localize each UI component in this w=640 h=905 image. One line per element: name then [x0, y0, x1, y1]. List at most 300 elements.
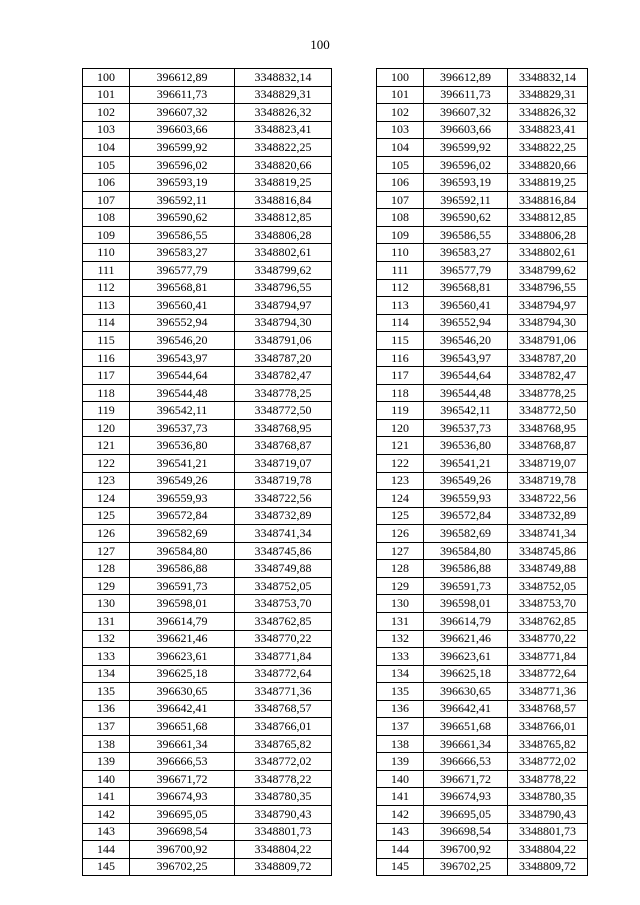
- table-row: [83, 507, 332, 525]
- point-number-cell: 127: [83, 542, 130, 560]
- point-number-cell: 136: [377, 700, 424, 718]
- y-coordinate-cell: 3348771,36: [508, 683, 588, 701]
- table-row: [377, 104, 588, 122]
- x-coordinate-cell: 396586,88: [130, 560, 235, 578]
- x-coordinate-cell: 396584,80: [130, 542, 235, 560]
- point-number-cell: 108: [377, 209, 424, 227]
- y-coordinate-cell: 3348741,34: [235, 525, 332, 543]
- table-row: [83, 823, 332, 841]
- point-number-cell: 143: [83, 823, 130, 841]
- x-coordinate-cell: 396543,97: [130, 349, 235, 367]
- y-coordinate-cell: 3348768,57: [235, 700, 332, 718]
- table-row: [377, 262, 588, 280]
- table-row: [83, 209, 332, 227]
- table-row: [83, 367, 332, 385]
- x-coordinate-cell: 396542,11: [130, 402, 235, 420]
- table-row: [83, 455, 332, 473]
- x-coordinate-cell: 396591,73: [424, 577, 508, 595]
- x-coordinate-cell: 396572,84: [424, 507, 508, 525]
- table-row: [377, 297, 588, 315]
- y-coordinate-cell: 3348753,70: [235, 595, 332, 613]
- point-number-cell: 139: [377, 753, 424, 771]
- y-coordinate-cell: 3348812,85: [508, 209, 588, 227]
- x-coordinate-cell: 396541,21: [130, 455, 235, 473]
- x-coordinate-cell: 396612,89: [424, 69, 508, 87]
- y-coordinate-cell: 3348722,56: [508, 490, 588, 508]
- table-row: [377, 86, 588, 104]
- y-coordinate-cell: 3348772,64: [235, 665, 332, 683]
- table-row: [83, 612, 332, 630]
- table-row: [377, 612, 588, 630]
- coordinates-table-left: [82, 68, 332, 876]
- point-number-cell: 142: [377, 805, 424, 823]
- x-coordinate-cell: 396674,93: [130, 788, 235, 806]
- y-coordinate-cell: 3348719,78: [508, 472, 588, 490]
- y-coordinate-cell: 3348816,84: [508, 191, 588, 209]
- point-number-cell: 114: [377, 314, 424, 332]
- y-coordinate-cell: 3348809,72: [235, 858, 332, 876]
- y-coordinate-cell: 3348806,28: [235, 226, 332, 244]
- x-coordinate-cell: 396666,53: [130, 753, 235, 771]
- point-number-cell: 132: [377, 630, 424, 648]
- point-number-cell: 144: [83, 841, 130, 859]
- y-coordinate-cell: 3348766,01: [508, 718, 588, 736]
- point-number-cell: 121: [377, 437, 424, 455]
- x-coordinate-cell: 396590,62: [424, 209, 508, 227]
- x-coordinate-cell: 396590,62: [130, 209, 235, 227]
- point-number-cell: 105: [377, 156, 424, 174]
- x-coordinate-cell: 396572,84: [130, 507, 235, 525]
- y-coordinate-cell: 3348753,70: [508, 595, 588, 613]
- point-number-cell: 120: [83, 419, 130, 437]
- point-number-cell: 137: [83, 718, 130, 736]
- x-coordinate-cell: 396611,73: [424, 86, 508, 104]
- point-number-cell: 107: [377, 191, 424, 209]
- point-number-cell: 107: [83, 191, 130, 209]
- table-row: [83, 472, 332, 490]
- table-row: [377, 472, 588, 490]
- y-coordinate-cell: 3348794,30: [508, 314, 588, 332]
- point-number-cell: 134: [83, 665, 130, 683]
- x-coordinate-cell: 396702,25: [424, 858, 508, 876]
- point-number-cell: 101: [377, 86, 424, 104]
- x-coordinate-cell: 396586,55: [424, 226, 508, 244]
- point-number-cell: 140: [377, 770, 424, 788]
- x-coordinate-cell: 396702,25: [130, 858, 235, 876]
- point-number-cell: 112: [83, 279, 130, 297]
- y-coordinate-cell: 3348829,31: [235, 86, 332, 104]
- table-row: [377, 384, 588, 402]
- table-row: [377, 367, 588, 385]
- x-coordinate-cell: 396674,93: [424, 788, 508, 806]
- table-row: [83, 630, 332, 648]
- table-row: [377, 156, 588, 174]
- point-number-cell: 133: [83, 648, 130, 666]
- table-row: [377, 595, 588, 613]
- y-coordinate-cell: 3348752,05: [235, 577, 332, 595]
- y-coordinate-cell: 3348826,32: [508, 104, 588, 122]
- y-coordinate-cell: 3348787,20: [508, 349, 588, 367]
- point-number-cell: 105: [83, 156, 130, 174]
- coordinates-table-right: [376, 68, 588, 876]
- table-row: [83, 700, 332, 718]
- x-coordinate-cell: 396625,18: [130, 665, 235, 683]
- y-coordinate-cell: 3348749,88: [508, 560, 588, 578]
- table-row: [83, 191, 332, 209]
- page-number: 100: [310, 37, 330, 52]
- point-number-cell: 124: [377, 490, 424, 508]
- table-row: [83, 770, 332, 788]
- y-coordinate-cell: 3348778,22: [508, 770, 588, 788]
- table-row: [377, 279, 588, 297]
- x-coordinate-cell: 396642,41: [424, 700, 508, 718]
- table-row: [83, 262, 332, 280]
- point-number-cell: 118: [377, 384, 424, 402]
- y-coordinate-cell: 3348804,22: [508, 841, 588, 859]
- y-coordinate-cell: 3348823,41: [235, 121, 332, 139]
- table-row: [377, 69, 588, 87]
- y-coordinate-cell: 3348719,78: [235, 472, 332, 490]
- x-coordinate-cell: 396695,05: [424, 805, 508, 823]
- table-row: [377, 455, 588, 473]
- x-coordinate-cell: 396599,92: [130, 139, 235, 157]
- x-coordinate-cell: 396661,34: [424, 735, 508, 753]
- y-coordinate-cell: 3348829,31: [508, 86, 588, 104]
- point-number-cell: 126: [83, 525, 130, 543]
- x-coordinate-cell: 396568,81: [130, 279, 235, 297]
- y-coordinate-cell: 3348826,32: [235, 104, 332, 122]
- point-number-cell: 133: [377, 648, 424, 666]
- point-number-cell: 135: [83, 683, 130, 701]
- y-coordinate-cell: 3348794,97: [235, 297, 332, 315]
- point-number-cell: 115: [83, 332, 130, 350]
- table-row: [83, 226, 332, 244]
- table-row: [83, 648, 332, 666]
- y-coordinate-cell: 3348799,62: [508, 262, 588, 280]
- point-number-cell: 117: [377, 367, 424, 385]
- point-number-cell: 139: [83, 753, 130, 771]
- y-coordinate-cell: 3348771,84: [508, 648, 588, 666]
- point-number-cell: 122: [83, 455, 130, 473]
- point-number-cell: 123: [377, 472, 424, 490]
- x-coordinate-cell: 396537,73: [424, 419, 508, 437]
- table-row: [83, 718, 332, 736]
- point-number-cell: 131: [83, 612, 130, 630]
- table-row: [377, 841, 588, 859]
- table-row: [83, 139, 332, 157]
- y-coordinate-cell: 3348794,97: [508, 297, 588, 315]
- point-number-cell: 130: [377, 595, 424, 613]
- table-row: [83, 753, 332, 771]
- point-number-cell: 113: [83, 297, 130, 315]
- y-coordinate-cell: 3348822,25: [235, 139, 332, 157]
- point-number-cell: 128: [377, 560, 424, 578]
- table-row: [377, 630, 588, 648]
- point-number-cell: 110: [377, 244, 424, 262]
- y-coordinate-cell: 3348796,55: [235, 279, 332, 297]
- y-coordinate-cell: 3348787,20: [235, 349, 332, 367]
- y-coordinate-cell: 3348741,34: [508, 525, 588, 543]
- table-row: [83, 279, 332, 297]
- point-number-cell: 103: [377, 121, 424, 139]
- x-coordinate-cell: 396577,79: [130, 262, 235, 280]
- x-coordinate-cell: 396598,01: [424, 595, 508, 613]
- x-coordinate-cell: 396546,20: [130, 332, 235, 350]
- point-number-cell: 106: [83, 174, 130, 192]
- point-number-cell: 121: [83, 437, 130, 455]
- x-coordinate-cell: 396671,72: [424, 770, 508, 788]
- y-coordinate-cell: 3348719,07: [235, 455, 332, 473]
- point-number-cell: 142: [83, 805, 130, 823]
- table-row: [83, 121, 332, 139]
- y-coordinate-cell: 3348771,36: [235, 683, 332, 701]
- x-coordinate-cell: 396593,19: [130, 174, 235, 192]
- table-row: [83, 841, 332, 859]
- y-coordinate-cell: 3348770,22: [508, 630, 588, 648]
- table-row: [377, 577, 588, 595]
- point-number-cell: 136: [83, 700, 130, 718]
- y-coordinate-cell: 3348766,01: [235, 718, 332, 736]
- table-row: [377, 805, 588, 823]
- point-number-cell: 116: [83, 349, 130, 367]
- point-number-cell: 111: [83, 262, 130, 280]
- point-number-cell: 120: [377, 419, 424, 437]
- table-row: [377, 648, 588, 666]
- table-row: [377, 753, 588, 771]
- table-row: [377, 560, 588, 578]
- y-coordinate-cell: 3348762,85: [235, 612, 332, 630]
- point-number-cell: 112: [377, 279, 424, 297]
- point-number-cell: 126: [377, 525, 424, 543]
- table-row: [377, 332, 588, 350]
- x-coordinate-cell: 396544,64: [130, 367, 235, 385]
- y-coordinate-cell: 3348816,84: [235, 191, 332, 209]
- table-row: [377, 507, 588, 525]
- y-coordinate-cell: 3348770,22: [235, 630, 332, 648]
- y-coordinate-cell: 3348722,56: [235, 490, 332, 508]
- point-number-cell: 117: [83, 367, 130, 385]
- point-number-cell: 108: [83, 209, 130, 227]
- x-coordinate-cell: 396621,46: [424, 630, 508, 648]
- table-row: [83, 297, 332, 315]
- x-coordinate-cell: 396546,20: [424, 332, 508, 350]
- point-number-cell: 106: [377, 174, 424, 192]
- y-coordinate-cell: 3348809,72: [508, 858, 588, 876]
- point-number-cell: 145: [83, 858, 130, 876]
- point-number-cell: 101: [83, 86, 130, 104]
- x-coordinate-cell: 396598,01: [130, 595, 235, 613]
- y-coordinate-cell: 3348771,84: [235, 648, 332, 666]
- y-coordinate-cell: 3348772,50: [235, 402, 332, 420]
- table-row: [83, 349, 332, 367]
- y-coordinate-cell: 3348732,89: [508, 507, 588, 525]
- x-coordinate-cell: 396586,55: [130, 226, 235, 244]
- point-number-cell: 110: [83, 244, 130, 262]
- point-number-cell: 144: [377, 841, 424, 859]
- y-coordinate-cell: 3348732,89: [235, 507, 332, 525]
- table-row: [83, 665, 332, 683]
- point-number-cell: 116: [377, 349, 424, 367]
- y-coordinate-cell: 3348780,35: [508, 788, 588, 806]
- x-coordinate-cell: 396544,64: [424, 367, 508, 385]
- x-coordinate-cell: 396625,18: [424, 665, 508, 683]
- y-coordinate-cell: 3348796,55: [508, 279, 588, 297]
- point-number-cell: 118: [83, 384, 130, 402]
- x-coordinate-cell: 396582,69: [424, 525, 508, 543]
- x-coordinate-cell: 396584,80: [424, 542, 508, 560]
- y-coordinate-cell: 3348791,06: [235, 332, 332, 350]
- table-row: [83, 805, 332, 823]
- y-coordinate-cell: 3348752,05: [508, 577, 588, 595]
- y-coordinate-cell: 3348765,82: [235, 735, 332, 753]
- table-row: [377, 191, 588, 209]
- table-row: [377, 823, 588, 841]
- x-coordinate-cell: 396700,92: [130, 841, 235, 859]
- table-row: [377, 858, 588, 876]
- x-coordinate-cell: 396671,72: [130, 770, 235, 788]
- table-row: [377, 788, 588, 806]
- point-number-cell: 138: [377, 735, 424, 753]
- x-coordinate-cell: 396596,02: [424, 156, 508, 174]
- x-coordinate-cell: 396544,48: [424, 384, 508, 402]
- x-coordinate-cell: 396603,66: [130, 121, 235, 139]
- point-number-cell: 119: [83, 402, 130, 420]
- x-coordinate-cell: 396607,32: [130, 104, 235, 122]
- x-coordinate-cell: 396592,11: [424, 191, 508, 209]
- table-row: [377, 349, 588, 367]
- x-coordinate-cell: 396642,41: [130, 700, 235, 718]
- x-coordinate-cell: 396591,73: [130, 577, 235, 595]
- table-row: [83, 735, 332, 753]
- x-coordinate-cell: 396700,92: [424, 841, 508, 859]
- point-number-cell: 103: [83, 121, 130, 139]
- y-coordinate-cell: 3348768,95: [508, 419, 588, 437]
- point-number-cell: 141: [83, 788, 130, 806]
- point-number-cell: 123: [83, 472, 130, 490]
- table-row: [377, 244, 588, 262]
- point-number-cell: 114: [83, 314, 130, 332]
- x-coordinate-cell: 396586,88: [424, 560, 508, 578]
- table-row: [377, 437, 588, 455]
- y-coordinate-cell: 3348765,82: [508, 735, 588, 753]
- point-number-cell: 145: [377, 858, 424, 876]
- point-number-cell: 109: [83, 226, 130, 244]
- table-row: [83, 683, 332, 701]
- table-row: [377, 735, 588, 753]
- x-coordinate-cell: 396583,27: [424, 244, 508, 262]
- point-number-cell: 100: [83, 69, 130, 87]
- y-coordinate-cell: 3348819,25: [235, 174, 332, 192]
- point-number-cell: 128: [83, 560, 130, 578]
- x-coordinate-cell: 396583,27: [130, 244, 235, 262]
- y-coordinate-cell: 3348832,14: [508, 69, 588, 87]
- table-row: [83, 174, 332, 192]
- y-coordinate-cell: 3348778,25: [508, 384, 588, 402]
- point-number-cell: 141: [377, 788, 424, 806]
- point-number-cell: 100: [377, 69, 424, 87]
- y-coordinate-cell: 3348820,66: [508, 156, 588, 174]
- x-coordinate-cell: 396698,54: [424, 823, 508, 841]
- x-coordinate-cell: 396614,79: [130, 612, 235, 630]
- y-coordinate-cell: 3348768,95: [235, 419, 332, 437]
- x-coordinate-cell: 396543,97: [424, 349, 508, 367]
- table-row: [377, 542, 588, 560]
- table-row: [377, 718, 588, 736]
- table-row: [83, 577, 332, 595]
- table-row: [377, 525, 588, 543]
- y-coordinate-cell: 3348820,66: [235, 156, 332, 174]
- y-coordinate-cell: 3348772,02: [235, 753, 332, 771]
- table-row: [83, 69, 332, 87]
- y-coordinate-cell: 3348782,47: [508, 367, 588, 385]
- y-coordinate-cell: 3348801,73: [508, 823, 588, 841]
- point-number-cell: 125: [83, 507, 130, 525]
- table-row: [377, 665, 588, 683]
- y-coordinate-cell: 3348778,25: [235, 384, 332, 402]
- table-row: [83, 858, 332, 876]
- x-coordinate-cell: 396593,19: [424, 174, 508, 192]
- point-number-cell: 102: [377, 104, 424, 122]
- point-number-cell: 138: [83, 735, 130, 753]
- x-coordinate-cell: 396611,73: [130, 86, 235, 104]
- y-coordinate-cell: 3348768,87: [508, 437, 588, 455]
- x-coordinate-cell: 396560,41: [424, 297, 508, 315]
- x-coordinate-cell: 396603,66: [424, 121, 508, 139]
- x-coordinate-cell: 396568,81: [424, 279, 508, 297]
- y-coordinate-cell: 3348832,14: [235, 69, 332, 87]
- x-coordinate-cell: 396623,61: [424, 648, 508, 666]
- y-coordinate-cell: 3348802,61: [508, 244, 588, 262]
- table-row: [83, 244, 332, 262]
- x-coordinate-cell: 396560,41: [130, 297, 235, 315]
- table-row: [83, 788, 332, 806]
- table-row: [377, 226, 588, 244]
- point-number-cell: 104: [377, 139, 424, 157]
- x-coordinate-cell: 396695,05: [130, 805, 235, 823]
- table-row: [83, 542, 332, 560]
- x-coordinate-cell: 396582,69: [130, 525, 235, 543]
- table-row: [83, 437, 332, 455]
- point-number-cell: 131: [377, 612, 424, 630]
- y-coordinate-cell: 3348790,43: [235, 805, 332, 823]
- x-coordinate-cell: 396559,93: [424, 490, 508, 508]
- table-row: [83, 86, 332, 104]
- table-row: [83, 402, 332, 420]
- y-coordinate-cell: 3348802,61: [235, 244, 332, 262]
- table-row: [83, 314, 332, 332]
- y-coordinate-cell: 3348801,73: [235, 823, 332, 841]
- x-coordinate-cell: 396549,26: [130, 472, 235, 490]
- y-coordinate-cell: 3348812,85: [235, 209, 332, 227]
- y-coordinate-cell: 3348762,85: [508, 612, 588, 630]
- table-row: [83, 490, 332, 508]
- x-coordinate-cell: 396607,32: [424, 104, 508, 122]
- point-number-cell: 124: [83, 490, 130, 508]
- table-row: [377, 139, 588, 157]
- table-row: [377, 683, 588, 701]
- table-row: [83, 384, 332, 402]
- x-coordinate-cell: 396698,54: [130, 823, 235, 841]
- table-row: [83, 156, 332, 174]
- point-number-cell: 102: [83, 104, 130, 122]
- x-coordinate-cell: 396630,65: [424, 683, 508, 701]
- point-number-cell: 132: [83, 630, 130, 648]
- y-coordinate-cell: 3348799,62: [235, 262, 332, 280]
- x-coordinate-cell: 396537,73: [130, 419, 235, 437]
- point-number-cell: 119: [377, 402, 424, 420]
- x-coordinate-cell: 396612,89: [130, 69, 235, 87]
- y-coordinate-cell: 3348806,28: [508, 226, 588, 244]
